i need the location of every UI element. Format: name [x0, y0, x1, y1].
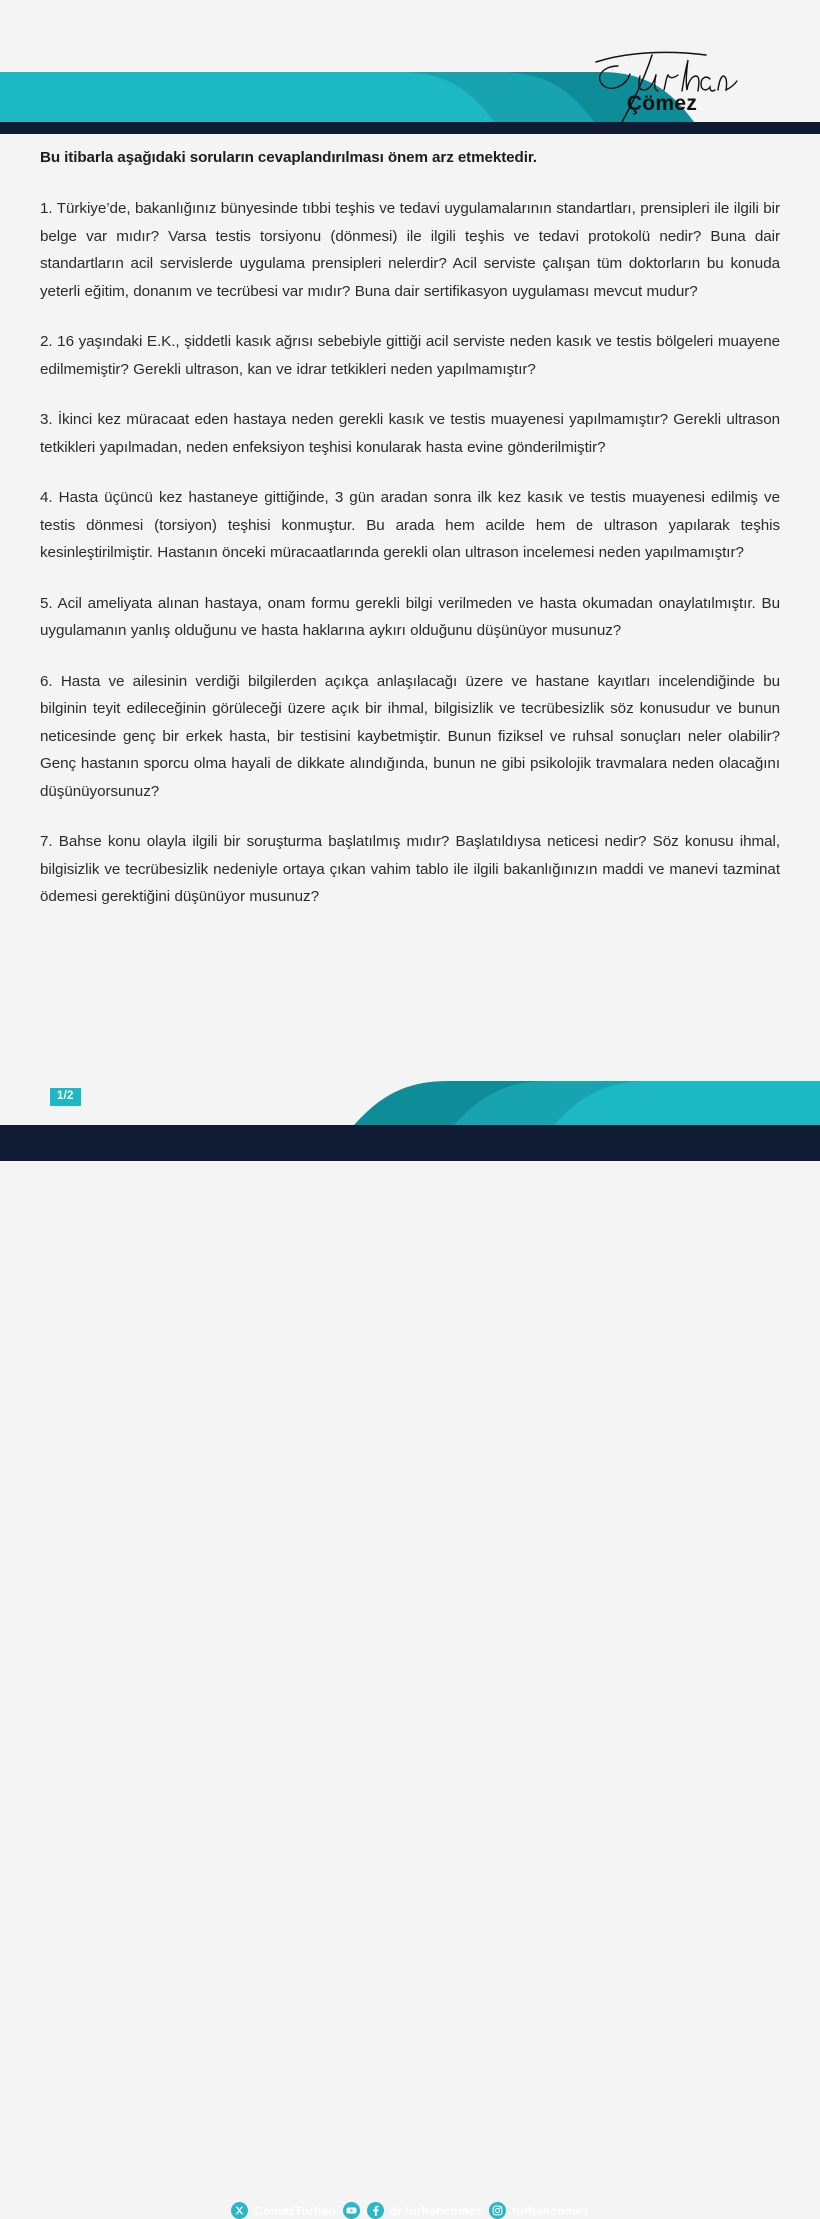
page-footer: [0, 1075, 820, 2218]
question-paragraph-1: 1. Türkiye’de, bakanlığınız bünyesinde tıbbi teşhis ve tedavi uygulamalarının standartları, prensipleri ile ilgili bir belge var mıdır? Varsa testis torsiyonu (dönmesi) ile ilgili teşhis ve tedavi protokolü nedir? Buna dair standartların acil servislerde uygulama prensipleri nelerdir? Acil serviste çalışan tüm doktorların bu konuda yeterli eğitim, donanım ve tecrübesi var mıdır? Buna dair sertifikasyon uygulaması mevcut mudur?: [40, 200, 780, 300]
question-paragraph-3: 3. İkinci kez müracaat eden hastaya neden gerekli kasık ve testis muayenesi yapılmamıştır? Gerekli ultrason tetkikleri yapılmadan, neden enfeksiyon teşhisi konularak hasta evine gönderilmiştir?: [40, 411, 780, 456]
logo-subtitle: Çömez: [626, 92, 698, 115]
question-paragraph-2: 2. 16 yaşındaki E.K., şiddetli kasık ağrısı sebebiyle gittiği acil serviste neden kasık ve testis bölgeleri muayene edilmemiştir? Gerekli ultrason, kan ve idrar tetkikleri neden yapılmamıştır?: [40, 333, 780, 378]
social-item-twitter[interactable]: [231, 2202, 335, 2219]
social-item-facebook[interactable]: [367, 2202, 482, 2219]
footer-banner-shape: [0, 1075, 820, 1161]
social-handle-facebook: dr.turhancomez: [389, 2203, 482, 2218]
social-handle-instagram: turhancomez: [511, 2203, 589, 2218]
page-header: [0, 0, 820, 134]
social-item-youtube[interactable]: [343, 2202, 360, 2219]
question-paragraph-4: 4. Hasta üçüncü kez hastaneye gittiğinde, 3 gün aradan sonra ilk kez kasık ve testis muayenesi edilmiş ve testis dönmesi (torsiyon) teşhisi konmuştur. Bu arada hem acilde hem de ultrason yapılarak teşhis kesinleştirilmiştir. Hastanın önceki müracaatlarında gerekli olan ultrason incelemesi neden yapılmamıştır?: [40, 489, 780, 561]
youtube-icon[interactable]: [343, 2202, 360, 2219]
social-links-row: [0, 2202, 820, 2219]
instagram-icon[interactable]: [489, 2202, 506, 2219]
document-body: [40, 147, 780, 911]
page-number-badge: 1/2: [50, 1088, 81, 1106]
question-paragraph-6: 6. Hasta ve ailesinin verdiği bilgilerden açıkça anlaşılacağı üzere ve hastane kayıtları incelendiğinde bu bilginin teyit edileceğinin görüleceği üzere açık bir ihmal, bilgisizlik ve tecrübesizlik söz konusudur ve bunun neticesinde genç bir erkek hasta, bir testisini kaybetmiştir. Bunun fiziksel ve ruhsal sonuçları neler olabilir? Genç hastanın sporcu olma hayali de dikkate alındığında, bunun ne gibi psikolojik travmalara neden olacağını düşünüyorsunuz?: [40, 672, 780, 800]
facebook-icon[interactable]: [367, 2202, 384, 2219]
question-paragraph-5: 5. Acil ameliyata alınan hastaya, onam formu gerekli bilgi verilmeden ve hasta okumadan onaylatılmıştır. Bu uygulamanın yanlış olduğunu ve hasta haklarına aykırı olduğunu düşünüyor musunuz?: [40, 594, 780, 639]
turhan-comez-logo: [582, 44, 742, 126]
x-twitter-icon[interactable]: [231, 2202, 248, 2219]
question-paragraph-7: 7. Bahse konu olayla ilgili bir soruşturma başlatılmış mıdır? Başlatıldıysa neticesi nedir? Söz konusu ihmal, bilgisizlik ve tecrübesizlik nedeniyle ortaya çıkan vahim tablo ile ilgili bakanlığınızın maddi ve manevi tazminat ödemesi gerektiğini düşünüyor musunuz?: [40, 833, 780, 905]
document-heading: Bu itibarla aşağıdaki soruların cevaplandırılması önem arz etmektedir.: [40, 149, 537, 166]
social-item-instagram[interactable]: [489, 2202, 589, 2219]
social-handle-twitter: ComezTurhan: [254, 2203, 336, 2218]
